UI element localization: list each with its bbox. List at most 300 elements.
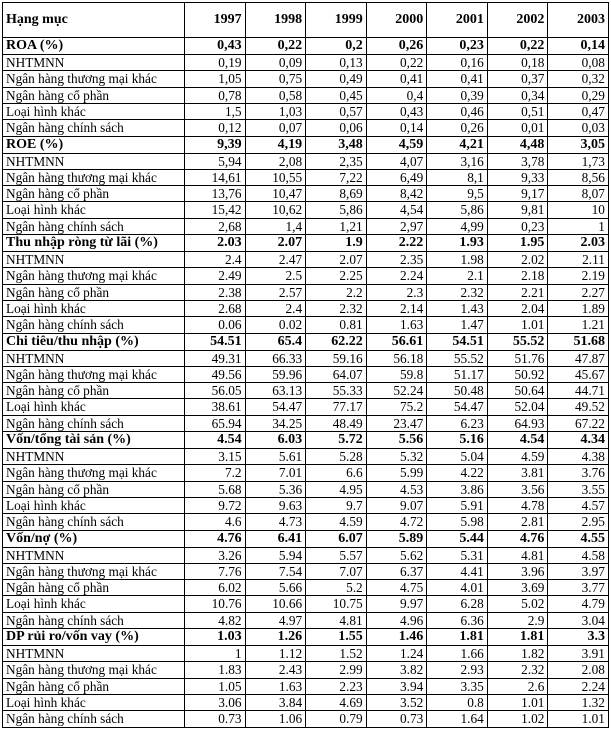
value-cell: 10.75 (306, 596, 367, 612)
group-value-cell: 4.76 (487, 530, 548, 547)
value-cell: 1.21 (548, 317, 609, 333)
value-cell: 3.04 (548, 612, 609, 628)
row-label: Ngân hàng thương mại khác (3, 169, 185, 185)
value-cell: 52.04 (487, 399, 548, 415)
value-cell: 56.05 (185, 383, 246, 399)
row-label: Ngân hàng cổ phần (3, 580, 185, 596)
value-cell: 2.1 (427, 268, 488, 284)
value-cell: 7.2 (185, 465, 246, 481)
value-cell: 4.75 (366, 580, 427, 596)
row-label: Loại hình khác (3, 202, 185, 218)
group-value-cell: 54.51 (185, 333, 246, 350)
value-cell: 7.07 (306, 563, 367, 579)
value-cell: 1.01 (487, 694, 548, 710)
group-value-cell: 4.54 (185, 432, 246, 449)
group-value-cell: 4.34 (548, 432, 609, 449)
value-cell: 50.48 (427, 383, 488, 399)
value-cell: 5.61 (245, 449, 306, 465)
table-row (3, 547, 609, 563)
value-cell: 54.47 (427, 399, 488, 415)
group-value-cell: 1.03 (185, 629, 246, 646)
value-cell: 4.81 (306, 612, 367, 628)
value-cell: 9.72 (185, 497, 246, 513)
row-label: NHTMNN (3, 55, 185, 71)
header-year: 2000 (366, 3, 427, 38)
value-cell: 0,37 (487, 71, 548, 87)
value-cell: 4.72 (366, 514, 427, 530)
table-row (3, 465, 609, 481)
value-cell: 1,5 (185, 103, 246, 119)
value-cell: 2.02 (487, 252, 548, 268)
row-label: Ngân hàng chính sách (3, 120, 185, 136)
value-cell: 50.92 (487, 366, 548, 382)
value-cell: 2.11 (548, 252, 609, 268)
value-cell: 0,22 (366, 55, 427, 71)
value-cell: 3.76 (548, 465, 609, 481)
value-cell: 10,62 (245, 202, 306, 218)
value-cell: 2.21 (487, 284, 548, 300)
group-value-cell: 1.46 (366, 629, 427, 646)
group-row (3, 530, 609, 547)
table-row (3, 252, 609, 268)
value-cell: 8,69 (306, 186, 367, 202)
value-cell: 0,45 (306, 87, 367, 103)
row-label: Ngân hàng cổ phần (3, 383, 185, 399)
value-cell: 0.8 (427, 694, 488, 710)
value-cell: 9.07 (366, 497, 427, 513)
table-row (3, 596, 609, 612)
value-cell: 9,17 (487, 186, 548, 202)
value-cell: 3.96 (487, 563, 548, 579)
row-label: Ngân hàng cổ phần (3, 87, 185, 103)
header-year: 2003 (548, 3, 609, 38)
value-cell: 0,16 (427, 55, 488, 71)
value-cell: 59.16 (306, 350, 367, 366)
value-cell: 1.83 (185, 662, 246, 678)
table-row (3, 268, 609, 284)
value-cell: 10.76 (185, 596, 246, 612)
value-cell: 51.76 (487, 350, 548, 366)
value-cell: 59.96 (245, 366, 306, 382)
group-label: ROA (%) (3, 38, 185, 55)
value-cell: 4,54 (366, 202, 427, 218)
value-cell: 0,34 (487, 87, 548, 103)
value-cell: 7.01 (245, 465, 306, 481)
value-cell: 0,49 (306, 71, 367, 87)
value-cell: 2.32 (306, 300, 367, 316)
value-cell: 2.68 (185, 300, 246, 316)
group-value-cell: 51.68 (548, 333, 609, 350)
table-row (3, 711, 609, 728)
value-cell: 0,46 (427, 103, 488, 119)
value-cell: 0,26 (427, 120, 488, 136)
value-cell: 45.67 (548, 366, 609, 382)
group-value-cell: 4,19 (245, 136, 306, 153)
value-cell: 2.25 (306, 268, 367, 284)
row-label: Ngân hàng thương mại khác (3, 268, 185, 284)
value-cell: 1.63 (366, 317, 427, 333)
value-cell: 2,35 (306, 153, 367, 169)
value-cell: 1.52 (306, 646, 367, 662)
group-value-cell: 6.41 (245, 530, 306, 547)
value-cell: 4,99 (427, 218, 488, 234)
value-cell: 1.01 (548, 711, 609, 728)
value-cell: 3.55 (548, 481, 609, 497)
value-cell: 2.35 (366, 252, 427, 268)
group-value-cell: 55.52 (487, 333, 548, 350)
value-cell: 5.62 (366, 547, 427, 563)
value-cell: 0.79 (306, 711, 367, 728)
value-cell: 65.94 (185, 415, 246, 431)
value-cell: 2.4 (245, 300, 306, 316)
value-cell: 75.2 (366, 399, 427, 415)
group-value-cell: 5.16 (427, 432, 488, 449)
value-cell: 2.24 (366, 268, 427, 284)
group-value-cell: 4,21 (427, 136, 488, 153)
row-label: Ngân hàng cổ phần (3, 678, 185, 694)
value-cell: 59.8 (366, 366, 427, 382)
value-cell: 5.91 (427, 497, 488, 513)
value-cell: 5.04 (427, 449, 488, 465)
row-label: Loại hình khác (3, 497, 185, 513)
value-cell: 1.63 (245, 678, 306, 694)
value-cell: 3.94 (366, 678, 427, 694)
row-label: Ngân hàng chính sách (3, 218, 185, 234)
table-row (3, 514, 609, 530)
group-value-cell: 0,14 (548, 38, 609, 55)
value-cell: 5.28 (306, 449, 367, 465)
value-cell: 0,18 (487, 55, 548, 71)
value-cell: 0,07 (245, 120, 306, 136)
value-cell: 2.23 (306, 678, 367, 694)
value-cell: 2.32 (427, 284, 488, 300)
value-cell: 2.3 (366, 284, 427, 300)
row-label: NHTMNN (3, 153, 185, 169)
value-cell: 2.43 (245, 662, 306, 678)
value-cell: 3.84 (245, 694, 306, 710)
value-cell: 4.79 (548, 596, 609, 612)
value-cell: 0,47 (548, 103, 609, 119)
value-cell: 0,03 (548, 120, 609, 136)
value-cell: 64.93 (487, 415, 548, 431)
value-cell: 4.73 (245, 514, 306, 530)
value-cell: 0,4 (366, 87, 427, 103)
value-cell: 4.41 (427, 563, 488, 579)
value-cell: 5,94 (185, 153, 246, 169)
group-value-cell: 6.07 (306, 530, 367, 547)
value-cell: 10 (548, 202, 609, 218)
value-cell: 5.57 (306, 547, 367, 563)
group-value-cell: 1.81 (487, 629, 548, 646)
value-cell: 2.18 (487, 268, 548, 284)
header-year: 1998 (245, 3, 306, 38)
value-cell: 0.02 (245, 317, 306, 333)
value-cell: 9.7 (306, 497, 367, 513)
value-cell: 4.22 (427, 465, 488, 481)
value-cell: 0.73 (185, 711, 246, 728)
row-label: Loại hình khác (3, 694, 185, 710)
row-label: Loại hình khác (3, 103, 185, 119)
value-cell: 4.97 (245, 612, 306, 628)
value-cell: 1,03 (245, 103, 306, 119)
value-cell: 8,07 (548, 186, 609, 202)
group-value-cell: 1.81 (427, 629, 488, 646)
value-cell: 3.91 (548, 646, 609, 662)
value-cell: 0,32 (548, 71, 609, 87)
value-cell: 0.73 (366, 711, 427, 728)
table-row (3, 120, 609, 136)
row-label: Ngân hàng thương mại khác (3, 71, 185, 87)
header-year: 2002 (487, 3, 548, 38)
group-value-cell: 0,26 (366, 38, 427, 55)
value-cell: 51.17 (427, 366, 488, 382)
value-cell: 10.66 (245, 596, 306, 612)
group-row (3, 432, 609, 449)
row-label: NHTMNN (3, 449, 185, 465)
value-cell: 6.23 (427, 415, 488, 431)
bank-indicators-table (2, 2, 609, 728)
value-cell: 23.47 (366, 415, 427, 431)
value-cell: 9.63 (245, 497, 306, 513)
table-row (3, 284, 609, 300)
value-cell: 2.95 (548, 514, 609, 530)
group-value-cell: 56.61 (366, 333, 427, 350)
value-cell: 8,56 (548, 169, 609, 185)
value-cell: 2.6 (487, 678, 548, 694)
value-cell: 10,55 (245, 169, 306, 185)
value-cell: 2.27 (548, 284, 609, 300)
value-cell: 2.5 (245, 268, 306, 284)
value-cell: 2.08 (548, 662, 609, 678)
group-value-cell: 0,43 (185, 38, 246, 55)
header-year: 1997 (185, 3, 246, 38)
value-cell: 0,09 (245, 55, 306, 71)
value-cell: 0.06 (185, 317, 246, 333)
value-cell: 4.58 (548, 547, 609, 563)
value-cell: 7,22 (306, 169, 367, 185)
value-cell: 5.66 (245, 580, 306, 596)
table-row (3, 399, 609, 415)
value-cell: 2,68 (185, 218, 246, 234)
header-row (3, 3, 609, 38)
value-cell: 2.19 (548, 268, 609, 284)
value-cell: 5.32 (366, 449, 427, 465)
value-cell: 6,49 (366, 169, 427, 185)
group-row (3, 333, 609, 350)
value-cell: 6.28 (427, 596, 488, 612)
value-cell: 0,41 (427, 71, 488, 87)
value-cell: 0,23 (487, 218, 548, 234)
value-cell: 1.64 (427, 711, 488, 728)
value-cell: 1.06 (245, 711, 306, 728)
row-label: NHTMNN (3, 252, 185, 268)
value-cell: 3.82 (366, 662, 427, 678)
group-value-cell: 0,2 (306, 38, 367, 55)
value-cell: 5.36 (245, 481, 306, 497)
value-cell: 2,08 (245, 153, 306, 169)
value-cell: 5.94 (245, 547, 306, 563)
value-cell: 2.2 (306, 284, 367, 300)
group-value-cell: 5.89 (366, 530, 427, 547)
group-value-cell: 4,59 (366, 136, 427, 153)
value-cell: 1.82 (487, 646, 548, 662)
value-cell: 1.02 (487, 711, 548, 728)
value-cell: 6.02 (185, 580, 246, 596)
value-cell: 3,78 (487, 153, 548, 169)
value-cell: 4.95 (306, 481, 367, 497)
value-cell: 0,58 (245, 87, 306, 103)
row-label: NHTMNN (3, 646, 185, 662)
table-row (3, 186, 609, 202)
value-cell: 6.6 (306, 465, 367, 481)
value-cell: 10,47 (245, 186, 306, 202)
group-value-cell: 9,39 (185, 136, 246, 153)
value-cell: 0,29 (548, 87, 609, 103)
value-cell: 2.4 (185, 252, 246, 268)
value-cell: 3.06 (185, 694, 246, 710)
value-cell: 2.49 (185, 268, 246, 284)
value-cell: 55.52 (427, 350, 488, 366)
table-row (3, 350, 609, 366)
value-cell: 63.13 (245, 383, 306, 399)
table-row (3, 580, 609, 596)
value-cell: 0,06 (306, 120, 367, 136)
value-cell: 4.81 (487, 547, 548, 563)
value-cell: 1.47 (427, 317, 488, 333)
group-value-cell: 1.93 (427, 235, 488, 252)
value-cell: 2.81 (487, 514, 548, 530)
table-row (3, 662, 609, 678)
value-cell: 3.26 (185, 547, 246, 563)
group-row (3, 38, 609, 55)
value-cell: 5,86 (427, 202, 488, 218)
value-cell: 3.81 (487, 465, 548, 481)
table-row (3, 71, 609, 87)
value-cell: 64.07 (306, 366, 367, 382)
value-cell: 1.24 (366, 646, 427, 662)
group-value-cell: 0,22 (245, 38, 306, 55)
value-cell: 2.32 (487, 662, 548, 678)
header-year: 2001 (427, 3, 488, 38)
value-cell: 4.53 (366, 481, 427, 497)
value-cell: 0,43 (366, 103, 427, 119)
value-cell: 49.52 (548, 399, 609, 415)
group-label: DP rủi ro/vốn vay (%) (3, 629, 185, 646)
value-cell: 0,08 (548, 55, 609, 71)
group-value-cell: 2.22 (366, 235, 427, 252)
header-year: 1999 (306, 3, 367, 38)
value-cell: 4.38 (548, 449, 609, 465)
value-cell: 4.59 (487, 449, 548, 465)
value-cell: 49.56 (185, 366, 246, 382)
header-category: Hạng mục (3, 3, 185, 38)
value-cell: 0,57 (306, 103, 367, 119)
group-label: Thu nhập ròng từ lãi (%) (3, 235, 185, 252)
value-cell: 48.49 (306, 415, 367, 431)
table-row (3, 383, 609, 399)
value-cell: 5.99 (366, 465, 427, 481)
row-label: NHTMNN (3, 350, 185, 366)
value-cell: 55.33 (306, 383, 367, 399)
table-row (3, 55, 609, 71)
value-cell: 1,73 (548, 153, 609, 169)
table-row (3, 103, 609, 119)
group-value-cell: 1.55 (306, 629, 367, 646)
table-row (3, 678, 609, 694)
group-value-cell: 54.51 (427, 333, 488, 350)
group-value-cell: 62.22 (306, 333, 367, 350)
row-label: Ngân hàng thương mại khác (3, 563, 185, 579)
value-cell: 4,07 (366, 153, 427, 169)
row-label: Ngân hàng thương mại khác (3, 465, 185, 481)
value-cell: 9,33 (487, 169, 548, 185)
value-cell: 4.96 (366, 612, 427, 628)
group-row (3, 136, 609, 153)
group-value-cell: 3.3 (548, 629, 609, 646)
value-cell: 0,01 (487, 120, 548, 136)
value-cell: 0,13 (306, 55, 367, 71)
value-cell: 4.82 (185, 612, 246, 628)
table-row (3, 415, 609, 431)
value-cell: 5.98 (427, 514, 488, 530)
row-label: Ngân hàng chính sách (3, 317, 185, 333)
value-cell: 3.15 (185, 449, 246, 465)
value-cell: 2.99 (306, 662, 367, 678)
group-value-cell: 2.03 (185, 235, 246, 252)
group-label: ROE (%) (3, 136, 185, 153)
value-cell: 67.22 (548, 415, 609, 431)
table-row (3, 612, 609, 628)
group-value-cell: 5.44 (427, 530, 488, 547)
row-label: Ngân hàng cổ phần (3, 284, 185, 300)
value-cell: 3,16 (427, 153, 488, 169)
value-cell: 56.18 (366, 350, 427, 366)
group-value-cell: 3,05 (548, 136, 609, 153)
group-value-cell: 3,48 (306, 136, 367, 153)
value-cell: 4.6 (185, 514, 246, 530)
group-value-cell: 4.55 (548, 530, 609, 547)
group-label: Vốn/tổng tài sản (%) (3, 432, 185, 449)
value-cell: 47.87 (548, 350, 609, 366)
value-cell: 52.24 (366, 383, 427, 399)
value-cell: 44.71 (548, 383, 609, 399)
table-body (3, 38, 609, 728)
group-value-cell: 1.26 (245, 629, 306, 646)
value-cell: 34.25 (245, 415, 306, 431)
value-cell: 4.78 (487, 497, 548, 513)
value-cell: 2.04 (487, 300, 548, 316)
value-cell: 9,81 (487, 202, 548, 218)
table-row (3, 481, 609, 497)
value-cell: 1,4 (245, 218, 306, 234)
row-label: Loại hình khác (3, 596, 185, 612)
value-cell: 6.37 (366, 563, 427, 579)
value-cell: 1.01 (487, 317, 548, 333)
row-label: Ngân hàng chính sách (3, 514, 185, 530)
value-cell: 14,61 (185, 169, 246, 185)
group-value-cell: 65.4 (245, 333, 306, 350)
value-cell: 3.52 (366, 694, 427, 710)
group-value-cell: 5.72 (306, 432, 367, 449)
value-cell: 1.89 (548, 300, 609, 316)
row-label: Ngân hàng chính sách (3, 612, 185, 628)
table-row (3, 563, 609, 579)
group-row (3, 629, 609, 646)
group-value-cell: 2.07 (245, 235, 306, 252)
value-cell: 2.57 (245, 284, 306, 300)
group-value-cell: 4.76 (185, 530, 246, 547)
row-label: Ngân hàng thương mại khác (3, 366, 185, 382)
